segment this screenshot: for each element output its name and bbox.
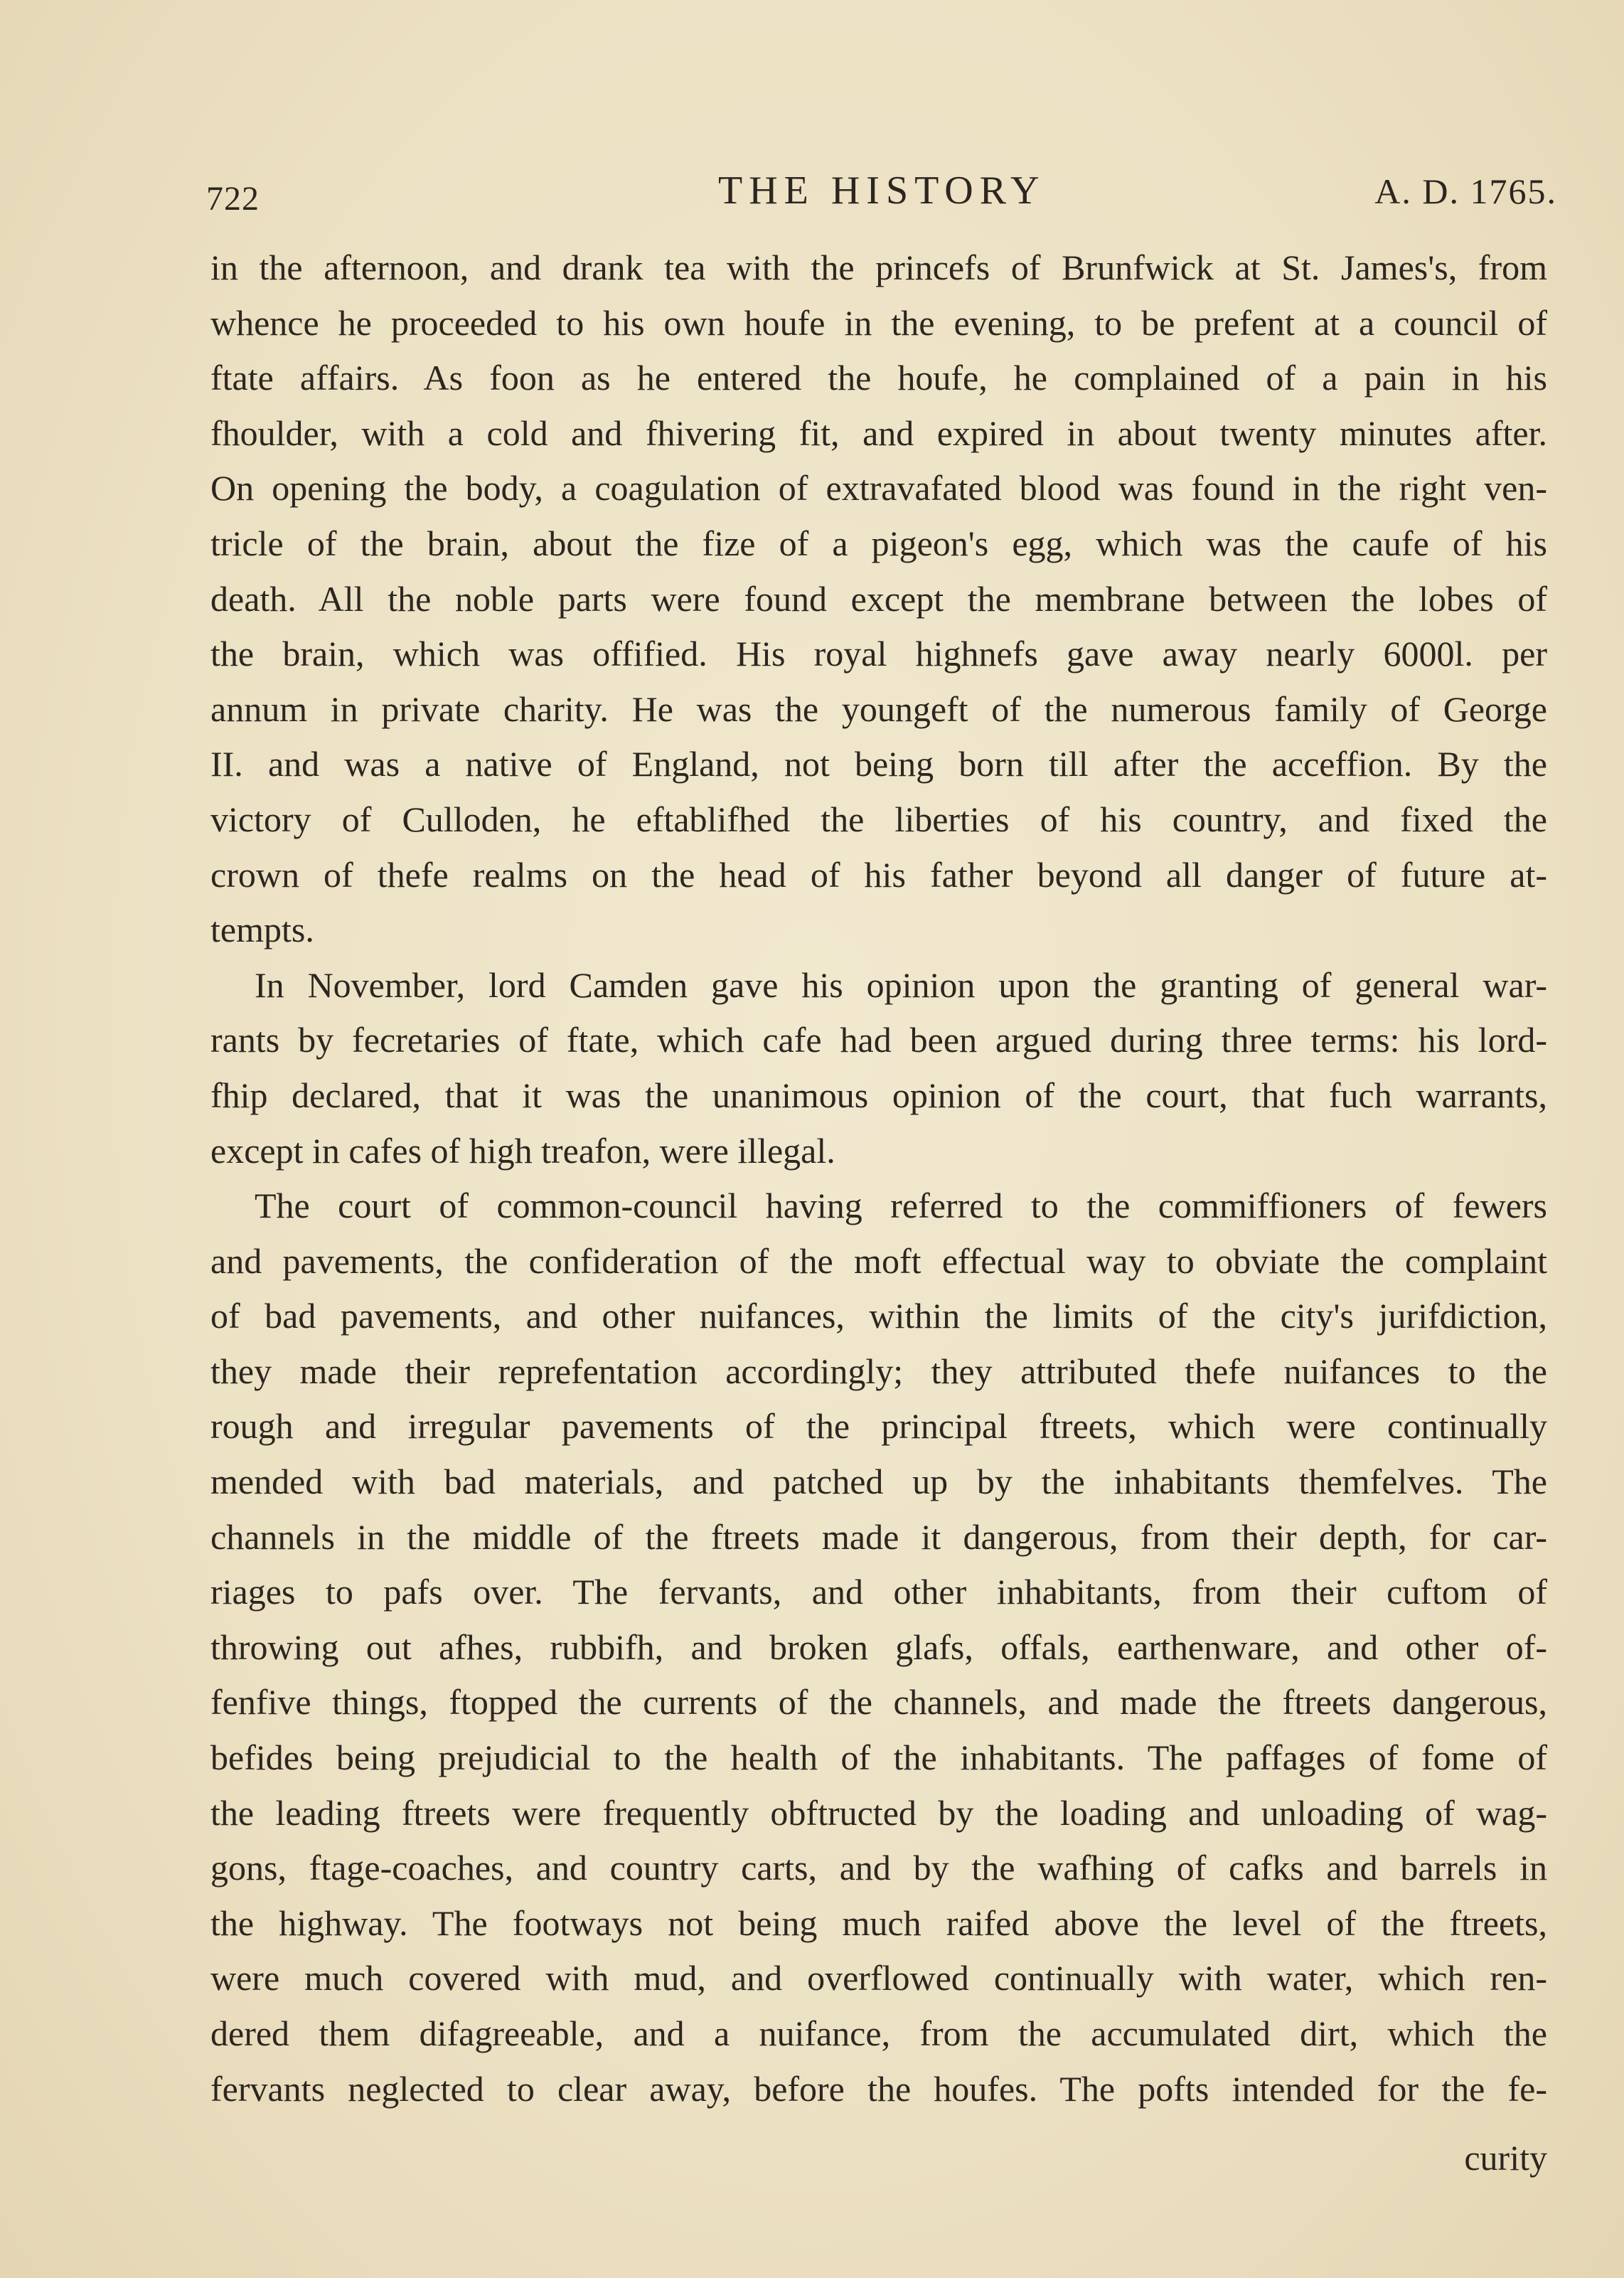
catchword: curity [1464, 2138, 1547, 2178]
text-line: of bad pavements, and other nuifances, within the limits of the city's jurifdiction, [210, 1296, 1547, 1336]
text-line: throwing out afhes, rubbifh, and broken glafs, offals, earthenware, and other of- [210, 1627, 1547, 1667]
text-line: tricle of the brain, about the fize of a pigeon's egg, which was the caufe of his [210, 523, 1547, 563]
text-line: the brain, which was offified. His royal highnefs gave away nearly 6000l. per [210, 634, 1547, 674]
text-line: fervants neglected to clear away, before the houfes. The pofts intended for the fe- [210, 2068, 1547, 2109]
text-line: II. and was a native of England, not being born till after the acceffion. By the [210, 744, 1547, 784]
text-line: the leading ftreets were frequently obftructed by the loading and unloading of wag- [210, 1792, 1547, 1833]
page-header [206, 158, 1557, 222]
text-line: fhip declared, that it was the unanimous opinion of the court, that fuch warrants, [210, 1075, 1547, 1115]
text-line: death. All the noble parts were found except the membrane between the lobes of [210, 578, 1547, 619]
text-line: ftate affairs. As foon as he entered the houfe, he complained of a pain in his [210, 358, 1547, 398]
body-text [210, 240, 1547, 2117]
text-line: annum in private charity. He was the youngeft of the numerous family of George [210, 688, 1547, 729]
text-line: tempts. [210, 910, 314, 950]
text-line: crown of thefe realms on the head of his father beyond all danger of future at- [210, 854, 1547, 895]
text-line: in the afternoon, and drank tea with the princefs of Brunfwick at St. James's, from [210, 248, 1547, 287]
text-line: they made their reprefentation accordingly; they attributed thefe nuifances to the [210, 1351, 1547, 1391]
text-line: befides being prejudicial to the health of the inhabitants. The paffages of fome of [210, 1737, 1547, 1778]
text-line: rough and irregular pavements of the principal ftreets, which were continually [210, 1406, 1547, 1447]
text-line: gons, ftage-coaches, and country carts, and by the wafhing of cafks and barrels in [210, 1848, 1547, 1888]
text-line: On opening the body, a coagulation of extravafated blood was found in the right ven- [210, 468, 1547, 509]
text-line: except in cafes of high treafon, were illegal. [210, 1130, 835, 1171]
text-line: and pavements, the confideration of the moft effectual way to obviate the complaint [210, 1240, 1547, 1281]
text-line: mended with bad materials, and patched up by the inhabitants themfelves. The [210, 1462, 1547, 1502]
text-line: were much covered with mud, and overflowed continually with water, which ren- [210, 1958, 1547, 1998]
text-line: fenfive things, ftopped the currents of the channels, and made the ftreets dangerous, [210, 1682, 1547, 1723]
text-line: riages to pafs over. The fervants, and other inhabitants, from their cuftom of [210, 1572, 1547, 1612]
text-line: whence he proceeded to his own houfe in the evening, to be prefent at a council of [210, 302, 1547, 343]
page-number: 722 [206, 180, 260, 218]
text-line: fhoulder, with a cold and fhivering fit, and expired in about twenty minutes after. [210, 413, 1547, 453]
text-line: the highway. The footways not being much raifed above the level of the ftreets, [210, 1902, 1547, 1943]
text-line: channels in the middle of the ftreets made it dangerous, from their depth, for car- [210, 1516, 1547, 1557]
paragraph-start-line: The court of common-council having referred to the commiffioners of fewers [255, 1186, 1547, 1226]
text-line: rants by fecretaries of ftate, which cafe had been argued during three terms: his lord- [210, 1020, 1547, 1060]
running-title: THE HISTORY [718, 169, 1046, 213]
text-line: dered them difagreeable, and a nuifance, from the accumulated dirt, which the [210, 2013, 1547, 2053]
text-line: victory of Culloden, he eftablifhed the liberties of his country, and fixed the [210, 799, 1547, 839]
paragraph-start-line: In November, lord Camden gave his opinion upon the granting of general war- [255, 964, 1547, 1005]
year-heading: A. D. 1765. [1374, 171, 1557, 211]
